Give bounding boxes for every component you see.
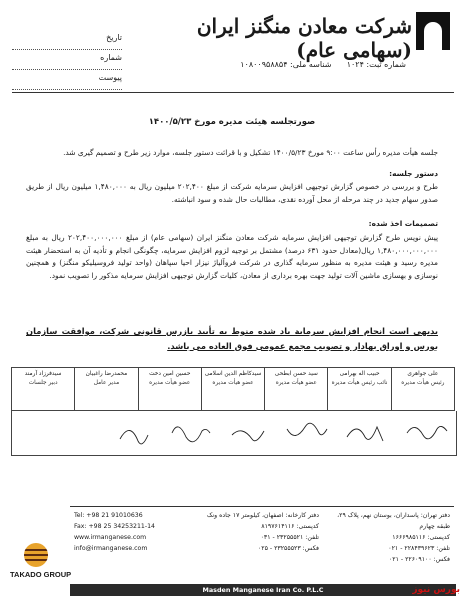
field-date: تاریخ [12, 33, 122, 50]
minutes-title: صورتجلسه هیئت مدیره مورخ ۱۴۰۰/۵/۲۳ [148, 117, 316, 127]
opening-paragraph: جلسه هیأت مدیره رأس ساعت ۹:۰۰ مورخ ۱۴۰۰/۵/۲۳ تشکیل و با قرائت دستور جلسه، موارد زیر طرح و تصمیم گیری شد. [63, 148, 438, 157]
agenda-heading: دستور جلسه: [389, 169, 438, 178]
signatory-cell: سید حسن ابطحی عضو هیأت مدیره [265, 368, 328, 411]
field-attachment: پیوست [12, 73, 122, 90]
footer-divider [70, 506, 454, 507]
company-name: شرکت معادن منگنز ایران (سهامی عام) [196, 14, 412, 62]
field-number: شماره [12, 53, 122, 70]
company-logo [416, 12, 450, 50]
signatory-cell: علی جواهری رئیس هیأت مدیره [391, 368, 454, 411]
national-id: شناسه ملی: ۱۰۸۰۰۹۵۸۸۵۴ [240, 60, 332, 69]
registration-number: شماره ثبت: ۱۰۲۴ [346, 60, 406, 69]
takado-group-logo [24, 543, 48, 567]
footer-contact-latin: Tel: +98 21 91010636 Fax: +98 25 34253211-14 www.irmanganese.com info@irmanganese.com [74, 512, 155, 552]
group-name: TAKADO GROUP [10, 570, 72, 579]
signatory-cell: سیدکاظم الدین اسلامی عضو هیأت مدیره [201, 368, 264, 411]
signatures-table [11, 367, 455, 411]
footer-mine: دفتر کارخانه: اصفهان، کیلومتر ۱۷ جاده ونک کدپستی: ۸۱۹۷۶۱۴۱۱۶ تلفن: ۲۳۲۵۵۵۲۱ - ۰۳۱ فکس: ۲۳۲۵۵۵۲۳ - ۰۲۵ [206, 512, 319, 552]
signatory-cell: محمدرضا راغبیان مدیر عامل [75, 368, 138, 411]
watermark-label: بورس نیوز [412, 585, 460, 595]
handwritten-signatures [12, 411, 456, 455]
signatory-cell: سیدفرزاد آرمند دبیر جلسات [12, 368, 75, 411]
agenda-paragraph: طرح و بررسی در خصوص گزارش توجیهی افزایش سرمایه شرکت از مبلغ ۲۰۲,۴۰۰ میلیون ریال به ۱,۴۸۰,۰۰۰ میلیون ریال از طریق صدور سهام جدید در چند مرحله از محل آورده نقدی، مطالبات حال شده و سود انباشته. [26, 182, 439, 204]
footnote-paragraph: بدیهی است انجام افزایش سرمایة یاد شده منوط به تأیید بازرس قانونی شرکت، موافقت سازمان بورس و اوراق بهادار و تصویب مجمع عمومی فوق العاده می باشد. [26, 326, 438, 351]
signatory-cell: حبیب اله بهرامی نائب رئیس هیأت مدیره [328, 368, 391, 411]
decisions-paragraph: پیش نویس طرح گزارش توجیهی افزایش سرمایه شرکت معادن منگنز ایران (سهامی عام) از مبلغ ۲۰۲,۴۰۰,۰۰۰,۰۰۰ ریال به مبلغ ۱,۴۸۰,۰۰۰,۰۰۰,۰۰۰ ریال(معادل حدود ۶۳۱ درصد) مشتمل بر توجیه لزوم افزایش سرمایه، چگونگی انجام و تأدیه آن به استحضار هیئت مدیره رسید و هیئت مدیره به منظور سرمایه گذاری در شرکت فروآلیاژ نیزار احیا سپاهان (واحد تولید فروسیلیکو منگنز) و همچنین نوسازی و بهسازی ماشین آلات تولید جهت بهره برداری از معادن، کلیات گزارش توجیهی افزایش سرمایه مذکور را تصویب نمود. [26, 233, 438, 280]
footer-tehran: دفتر تهران: پاسداران، بوستان نهم، پلاک ۲۹، طبقه چهارم کدپستی: ۱۶۶۶۹۸۵۱۱۶ تلفن: ۲۲۸۴۳۹۶۲۳ - ۰۲۱ فکس: ۲۲۶۰۹۱۰۰ - ۰۲۱ [337, 512, 450, 563]
decisions-heading: تصمیمات اخذ شده: [368, 219, 438, 228]
header-divider [12, 92, 454, 93]
letter-fields [12, 33, 122, 93]
signature-area [11, 411, 457, 456]
signatory-cell: حسین امین دخت عضو هیأت مدیره [138, 368, 201, 411]
company-latin-bar: Masden Manganese Iran Co. P.L.C [70, 584, 456, 596]
company-registration [86, 60, 406, 69]
